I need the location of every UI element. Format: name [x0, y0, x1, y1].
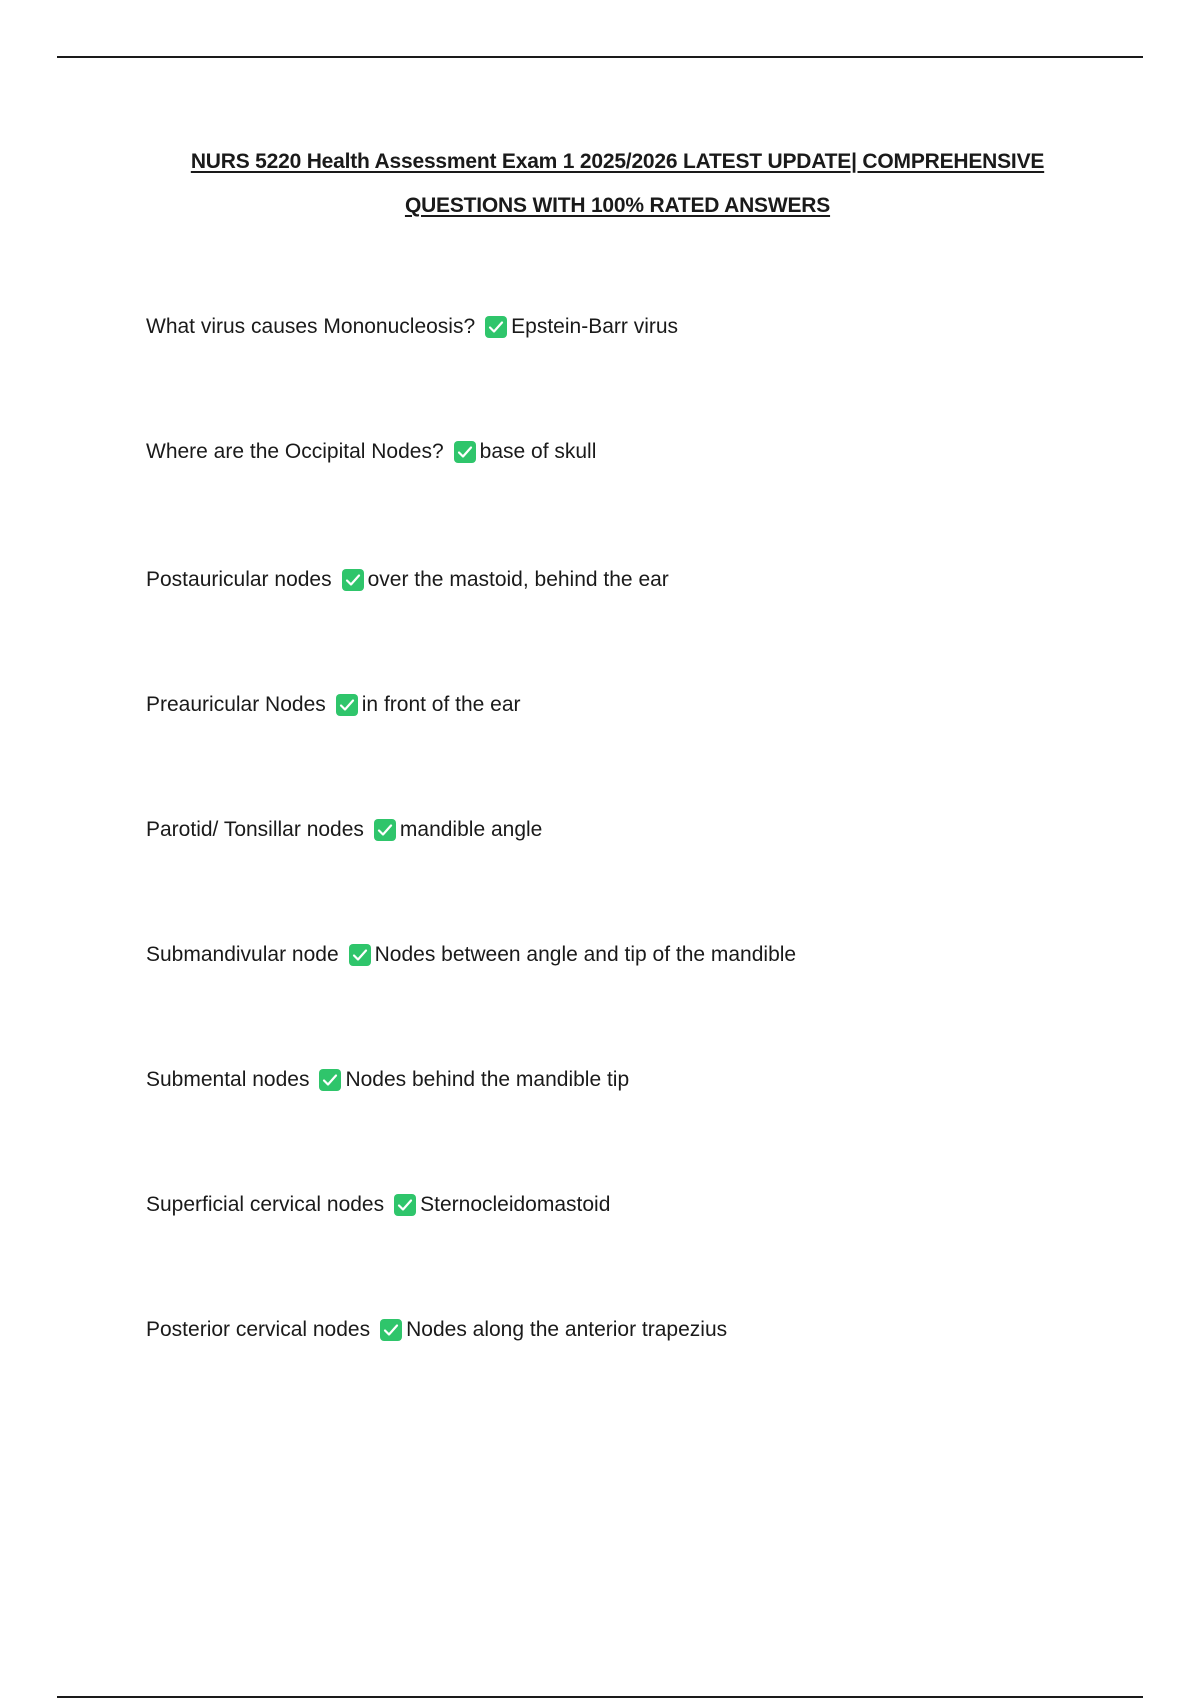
answer-text: Nodes along the anterior trapezius — [406, 1318, 728, 1341]
answer-text: Epstein-Barr virus — [511, 315, 679, 338]
question-text: What virus causes Mononucleosis? — [146, 315, 476, 338]
answer-text: base of skull — [479, 440, 597, 463]
check-icon — [342, 569, 364, 591]
answer-text: Nodes between angle and tip of the mandible — [374, 943, 797, 966]
question-text: Posterior cervical nodes — [146, 1318, 371, 1341]
document-title — [120, 140, 1115, 228]
question-text: Parotid/ Tonsillar nodes — [146, 818, 364, 841]
question-text: Postauricular nodes — [146, 568, 332, 591]
question-text: Preauricular Nodes — [146, 693, 326, 716]
answer-text: mandible angle — [399, 818, 543, 841]
answer-text: over the mastoid, behind the ear — [367, 568, 669, 591]
check-icon — [394, 1194, 416, 1216]
question-text: Submandivular node — [146, 943, 339, 966]
qa-item — [146, 1315, 727, 1345]
answer-text: Sternocleidomastoid — [420, 1193, 611, 1216]
answer-text: Nodes behind the mandible tip — [345, 1068, 630, 1091]
question-text: Submental nodes — [146, 1068, 310, 1091]
check-icon — [336, 694, 358, 716]
qa-item — [146, 312, 678, 342]
bottom-divider — [57, 1696, 1143, 1698]
title-line-2: QUESTIONS WITH 100% RATED ANSWERS — [404, 194, 831, 217]
check-icon — [349, 944, 371, 966]
qa-item — [146, 437, 596, 467]
question-text: Superficial cervical nodes — [146, 1193, 385, 1216]
qa-item — [146, 565, 669, 595]
check-icon — [319, 1069, 341, 1091]
qa-item — [146, 940, 796, 970]
qa-item — [146, 1065, 629, 1095]
qa-item — [146, 690, 521, 720]
check-icon — [485, 316, 507, 338]
title-line-1: NURS 5220 Health Assessment Exam 1 2025/2026 LATEST UPDATE| COMPREHENSIVE — [190, 150, 1045, 173]
qa-item — [146, 1190, 610, 1220]
check-icon — [454, 441, 476, 463]
top-divider — [57, 56, 1143, 58]
check-icon — [380, 1319, 402, 1341]
qa-item — [146, 815, 542, 845]
question-text: Where are the Occipital Nodes? — [146, 440, 444, 463]
answer-text: in front of the ear — [361, 693, 521, 716]
check-icon — [374, 819, 396, 841]
